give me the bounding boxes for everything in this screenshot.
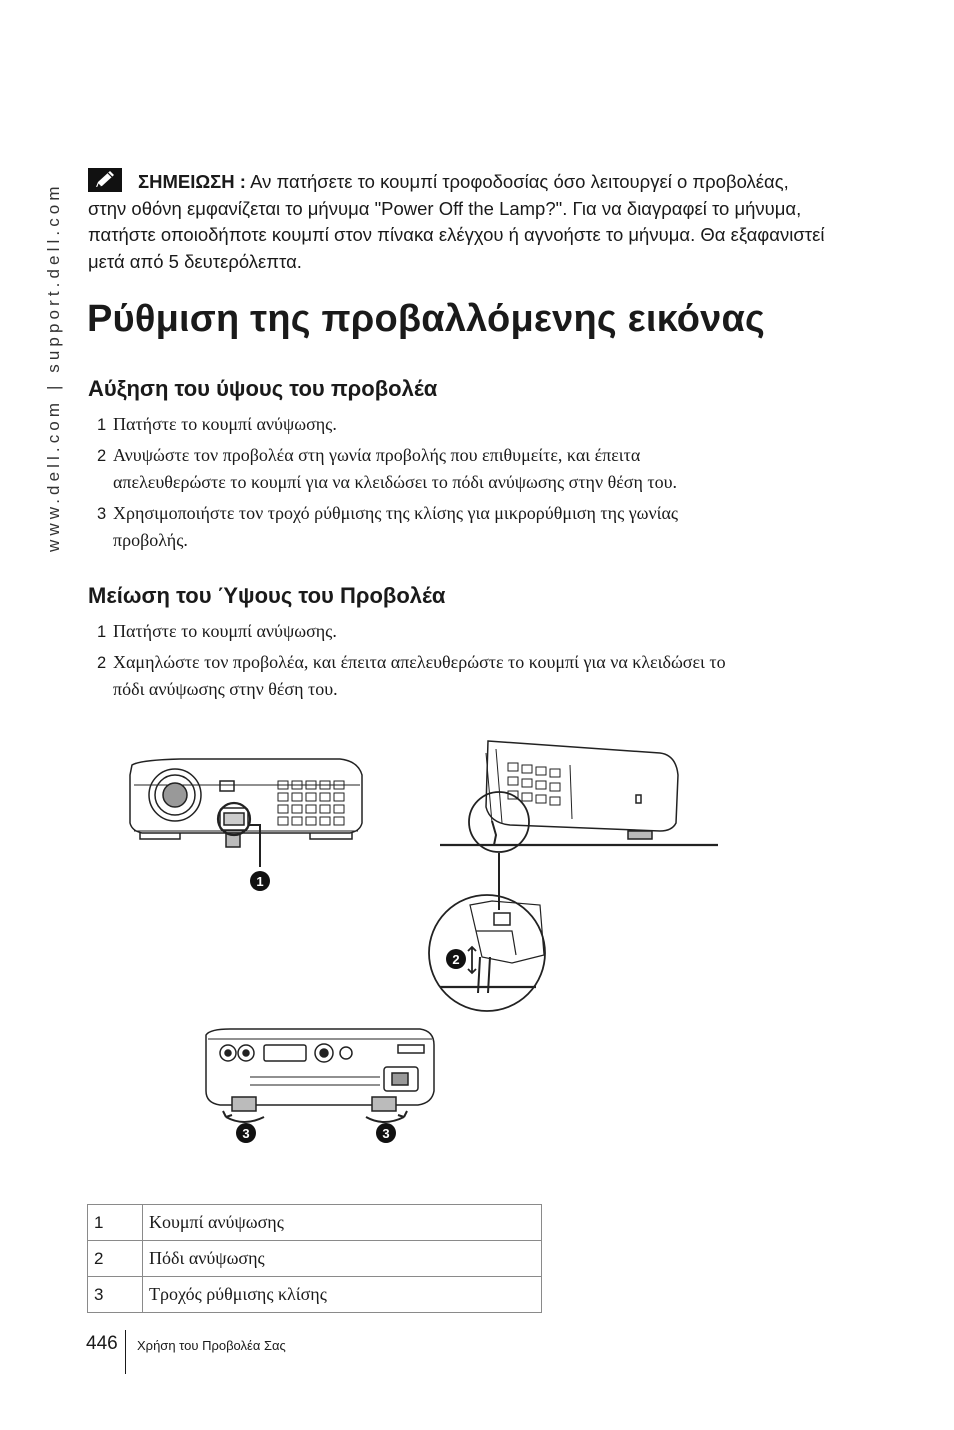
section-heading-lower: Μείωση του Ύψους του Προβολέα <box>88 583 446 608</box>
note-block <box>88 168 828 275</box>
step-text: Ανυψώστε τον προβολέα στη γωνία προβολής που επιθυμείτε, και έπειτα <box>113 445 641 465</box>
step-text: Χαμηλώστε τον προβολέα, και έπειτα απελευθερώστε το κουμπί για να κλειδώσει το <box>113 652 726 672</box>
step-text: Πατήστε το κουμπί ανύψωσης. <box>113 414 337 434</box>
step-text: Χρησιμοποιήστε τον τροχό ρύθμισης της κλίσης για μικρορύθμιση της γωνίας <box>113 503 679 523</box>
note-label: ΣΗΜΕΙΩΣΗ : <box>138 171 246 192</box>
legend-table <box>87 1204 542 1313</box>
step-number: 1 <box>97 623 107 641</box>
step-text-cont: προβολής. <box>113 530 188 550</box>
callout-2-label: 2 <box>452 952 460 967</box>
side-url-text: www.dell.com | support.dell.com <box>44 182 63 552</box>
lower-step-1 <box>97 618 837 645</box>
table-row <box>88 1277 542 1313</box>
callout-3a-label: 3 <box>242 1126 250 1141</box>
projector-rear-drawing <box>206 1029 434 1122</box>
step-number: 2 <box>97 654 107 672</box>
step-number: 1 <box>97 416 107 434</box>
step-number: 2 <box>97 447 107 465</box>
callout-2 <box>446 949 466 969</box>
section-heading-raise: Αύξηση του ύψους του προβολέα <box>88 376 438 401</box>
legend-label: Κουμπί ανύψωσης <box>143 1205 542 1241</box>
projector-front-drawing <box>130 759 362 867</box>
lower-step-2 <box>97 649 837 702</box>
projector-raised-drawing <box>440 741 718 910</box>
note-pencil-icon <box>88 168 122 192</box>
footer-chapter-title: Χρήση του Προβολέα Σας <box>137 1338 286 1353</box>
raise-step-3 <box>97 500 837 553</box>
callout-1-label: 1 <box>256 874 264 889</box>
note-text: Αν πατήσετε το κουμπί τροφοδοσίας όσο λειτουργεί ο προβολέας, στην οθόνη εμφανίζεται το μήνυμα "Power Off the Lamp?". Για να διαγραφεί το μήνυμα, πατήστε οποιοδήποτε κουμπί στον πίνακα ελέγχου ή αγνοήστε το μήνυμα. Θα εξαφανιστεί μετά από 5 δευτερόλεπτα. <box>88 171 825 272</box>
callout-3b <box>376 1123 396 1143</box>
table-row <box>88 1241 542 1277</box>
table-row <box>88 1205 542 1241</box>
legend-label: Πόδι ανύψωσης <box>143 1241 542 1277</box>
callout-3a <box>236 1123 256 1143</box>
projector-illustration <box>120 735 720 1165</box>
elevator-foot-detail <box>429 895 545 1011</box>
raise-step-2 <box>97 442 837 495</box>
page-number: 446 <box>86 1333 118 1354</box>
step-text-cont: απελευθερώστε το κουμπί για να κλειδώσει το πόδι ανύψωσης στην θέση του. <box>113 472 678 492</box>
legend-label: Τροχός ρύθμισης κλίσης <box>143 1277 542 1313</box>
legend-number: 2 <box>88 1241 143 1277</box>
step-text-cont: πόδι ανύψωσης στην θέση του. <box>113 679 338 699</box>
legend-number: 1 <box>88 1205 143 1241</box>
footer-divider <box>125 1330 126 1374</box>
step-text: Πατήστε το κουμπί ανύψωσης. <box>113 621 337 641</box>
step-number: 3 <box>97 505 107 523</box>
legend-number: 3 <box>88 1277 143 1313</box>
page-title: Ρύθμιση της προβαλλόμενης εικόνας <box>87 298 765 340</box>
callout-1 <box>250 871 270 891</box>
callout-3b-label: 3 <box>382 1126 390 1141</box>
raise-step-1 <box>97 411 837 438</box>
